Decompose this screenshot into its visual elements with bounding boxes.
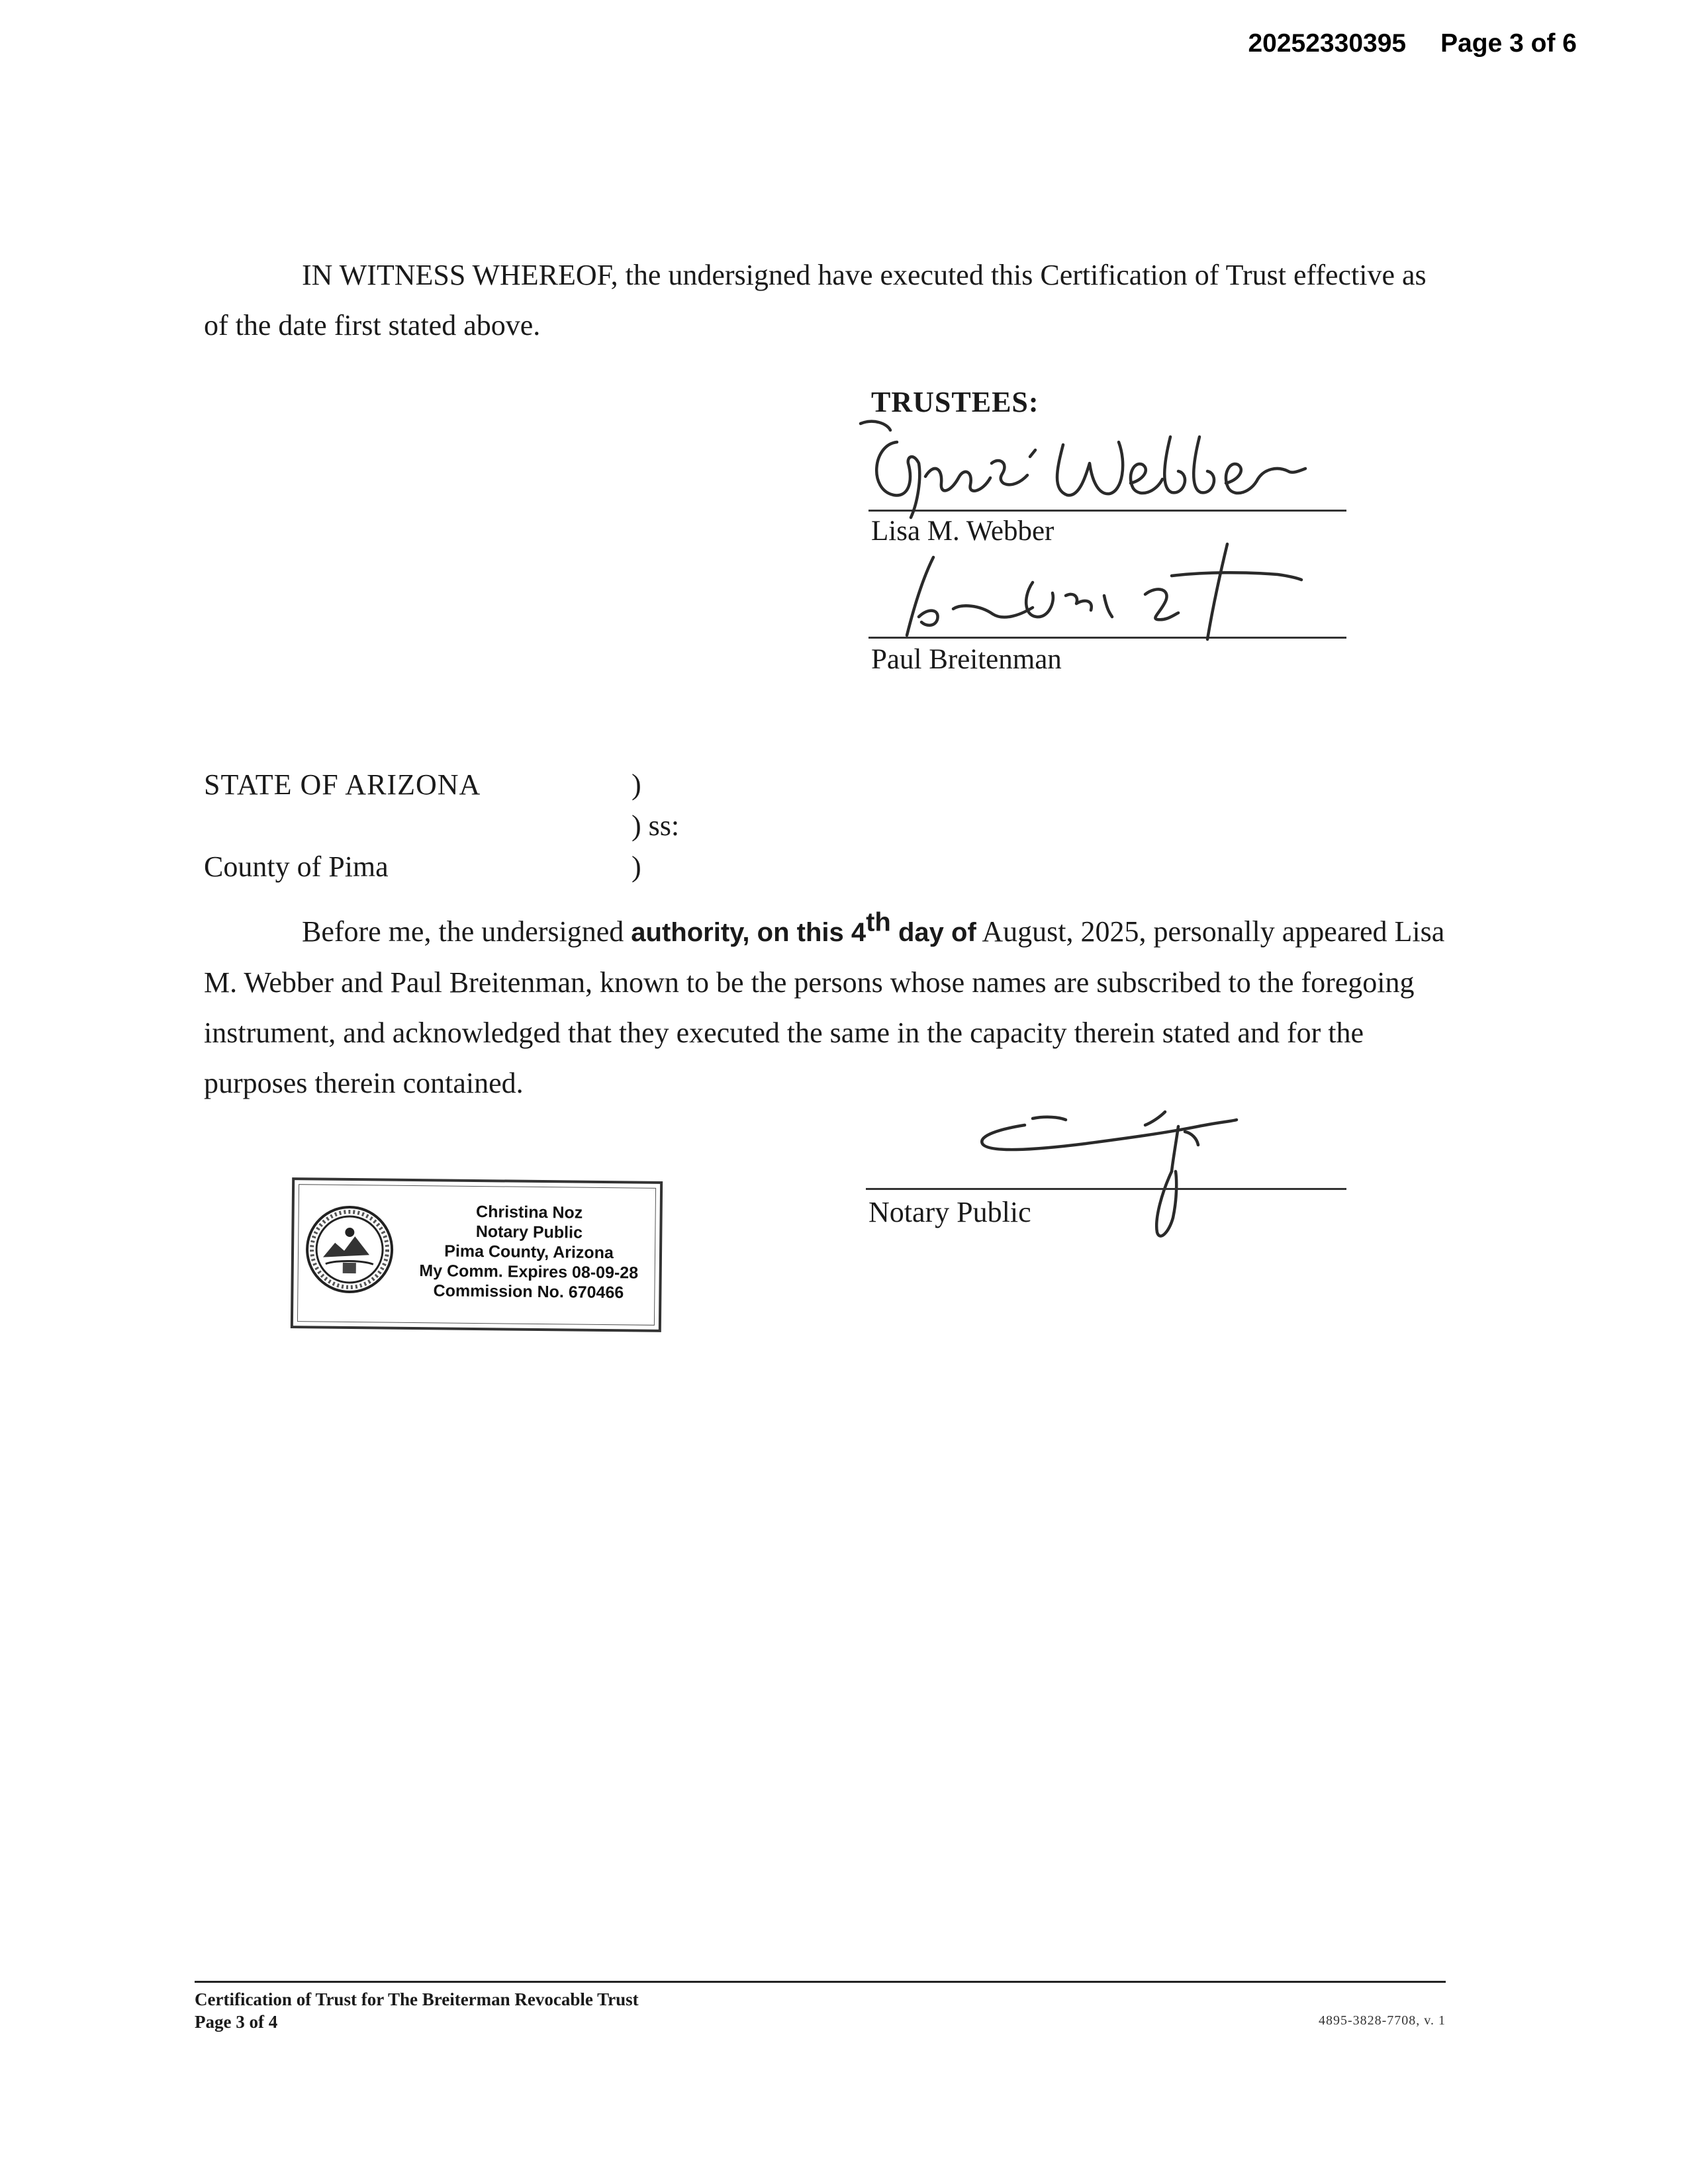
trustees-heading: TRUSTEES: <box>871 386 1039 418</box>
state-seal-icon <box>303 1203 396 1296</box>
signature-line-trustee-2 <box>868 637 1346 639</box>
trustee-name-2: Paul Breitenman <box>871 644 1062 675</box>
footer-document-code: 4895-3828-7708, v. 1 <box>1318 2013 1446 2028</box>
footer-divider <box>195 1981 1446 1983</box>
acknowledgment-paragraph: Before me, the undersigned authority, on this 4th day of August, 2025, personally appeared Lisa M. Webber and Paul Breitenman, known to be the persons whose names are subscribed to the foregoing instrument, and acknowledged that they executed the same in the capacity therein stated and for the purposes therein contained. <box>204 907 1445 1099</box>
venue-paren-3: ) <box>632 850 641 883</box>
signature-paul-breitenman <box>907 544 1301 639</box>
document-number: 20252330395 <box>1248 29 1407 58</box>
signature-lisa-webber <box>861 422 1305 518</box>
notary-stamp <box>291 1177 663 1332</box>
signature-line-notary <box>866 1188 1346 1190</box>
footer-document-title: Certification of Trust for The Breiterman Revocable Trust Page 3 of 4 <box>195 1989 639 2032</box>
venue-paren-1: ) <box>632 768 641 801</box>
witness-paragraph: IN WITNESS WHEREOF, the undersigned have executed this Certification of Trust effective as of the date first stated above. <box>204 259 1427 341</box>
venue-state: STATE OF ARIZONA <box>204 768 481 801</box>
notary-stamp-text: Christina Noz Notary Public Pima County, Arizona My Comm. Expires 08-09-28 Commission No. 670466 <box>419 1202 639 1302</box>
page-indicator: Page 3 of 6 <box>1440 29 1577 58</box>
page-header <box>1248 29 1577 58</box>
trustee-name-1: Lisa M. Webber <box>871 516 1055 547</box>
signature-line-trustee-1 <box>868 510 1346 512</box>
venue-county: County of Pima <box>204 850 389 883</box>
notary-public-label: Notary Public <box>868 1196 1031 1228</box>
venue-paren-ss: ) ss: <box>632 809 680 842</box>
